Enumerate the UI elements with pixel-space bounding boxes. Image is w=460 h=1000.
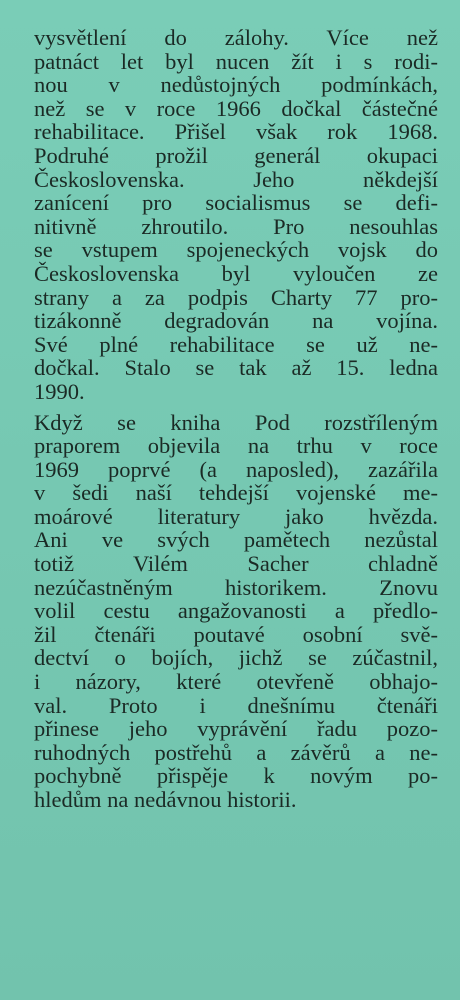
paragraph-book-review bbox=[34, 411, 438, 812]
text-line: se vstupem spojeneckých vojsk do bbox=[34, 237, 438, 263]
text-line: volil cestu angažovanosti a předlo- bbox=[34, 598, 438, 624]
text-line: moárové literatury jako hvězda. bbox=[34, 503, 438, 529]
text-line: zanícení pro socialismus se defi- bbox=[34, 190, 438, 216]
text-line: Československa. Jeho někdejší bbox=[34, 166, 438, 192]
text-line: žil čtenáři poutavé osobní svě- bbox=[34, 621, 438, 647]
text-line: i názory, které otevřeně obhajo- bbox=[34, 669, 438, 695]
text-line: dectví o bojích, jichž se zúčastnil, bbox=[34, 645, 438, 671]
text-line: dočkal. Stalo se tak až 15. ledna bbox=[34, 355, 438, 381]
text-line: nezúčastněným historikem. Znovu bbox=[34, 574, 438, 600]
paragraph-biography bbox=[34, 26, 438, 404]
text-line: Své plné rehabilitace se už ne- bbox=[34, 331, 438, 357]
text-line: patnáct let byl nucen žít i s rodi- bbox=[34, 48, 438, 74]
text-line: Když se kniha Pod rozstříleným bbox=[34, 409, 438, 435]
text-line: vysvětlení do zálohy. Více než bbox=[34, 25, 438, 50]
text-line: val. Proto i dnešnímu čtenáři bbox=[34, 692, 438, 718]
text-line: 1990. bbox=[34, 378, 85, 404]
text-line: než se v roce 1966 dočkal částečné bbox=[34, 95, 438, 121]
text-line: tizákonně degradován na vojína. bbox=[34, 308, 438, 334]
text-line: Československa byl vyloučen ze bbox=[34, 260, 438, 286]
text-line: hledům na nedávnou historii. bbox=[34, 787, 297, 812]
text-line: nou v nedůstojných podmínkách, bbox=[34, 72, 438, 98]
text-line: nitivně zhroutilo. Pro nesouhlas bbox=[34, 213, 438, 239]
text-line: ruhodných postřehů a závěrů a ne- bbox=[34, 739, 438, 765]
text-line: praporem objevila na trhu v roce bbox=[34, 433, 438, 459]
text-line: totiž Vilém Sacher chladně bbox=[34, 551, 438, 577]
text-line: 1969 poprvé (a naposled), zazářila bbox=[34, 456, 438, 482]
text-line: v šedi naší tehdejší vojenské me- bbox=[34, 480, 438, 506]
text-line: strany a za podpis Charty 77 pro- bbox=[34, 284, 438, 310]
text-line: rehabilitace. Přišel však rok 1968. bbox=[34, 119, 438, 145]
text-line: pochybně přispěje k novým po- bbox=[34, 763, 438, 789]
text-line: přinese jeho vyprávění řadu pozo- bbox=[34, 716, 438, 742]
text-line: Podruhé prožil generál okupaci bbox=[34, 142, 438, 168]
text-line: Ani ve svých pamětech nezůstal bbox=[34, 527, 438, 553]
